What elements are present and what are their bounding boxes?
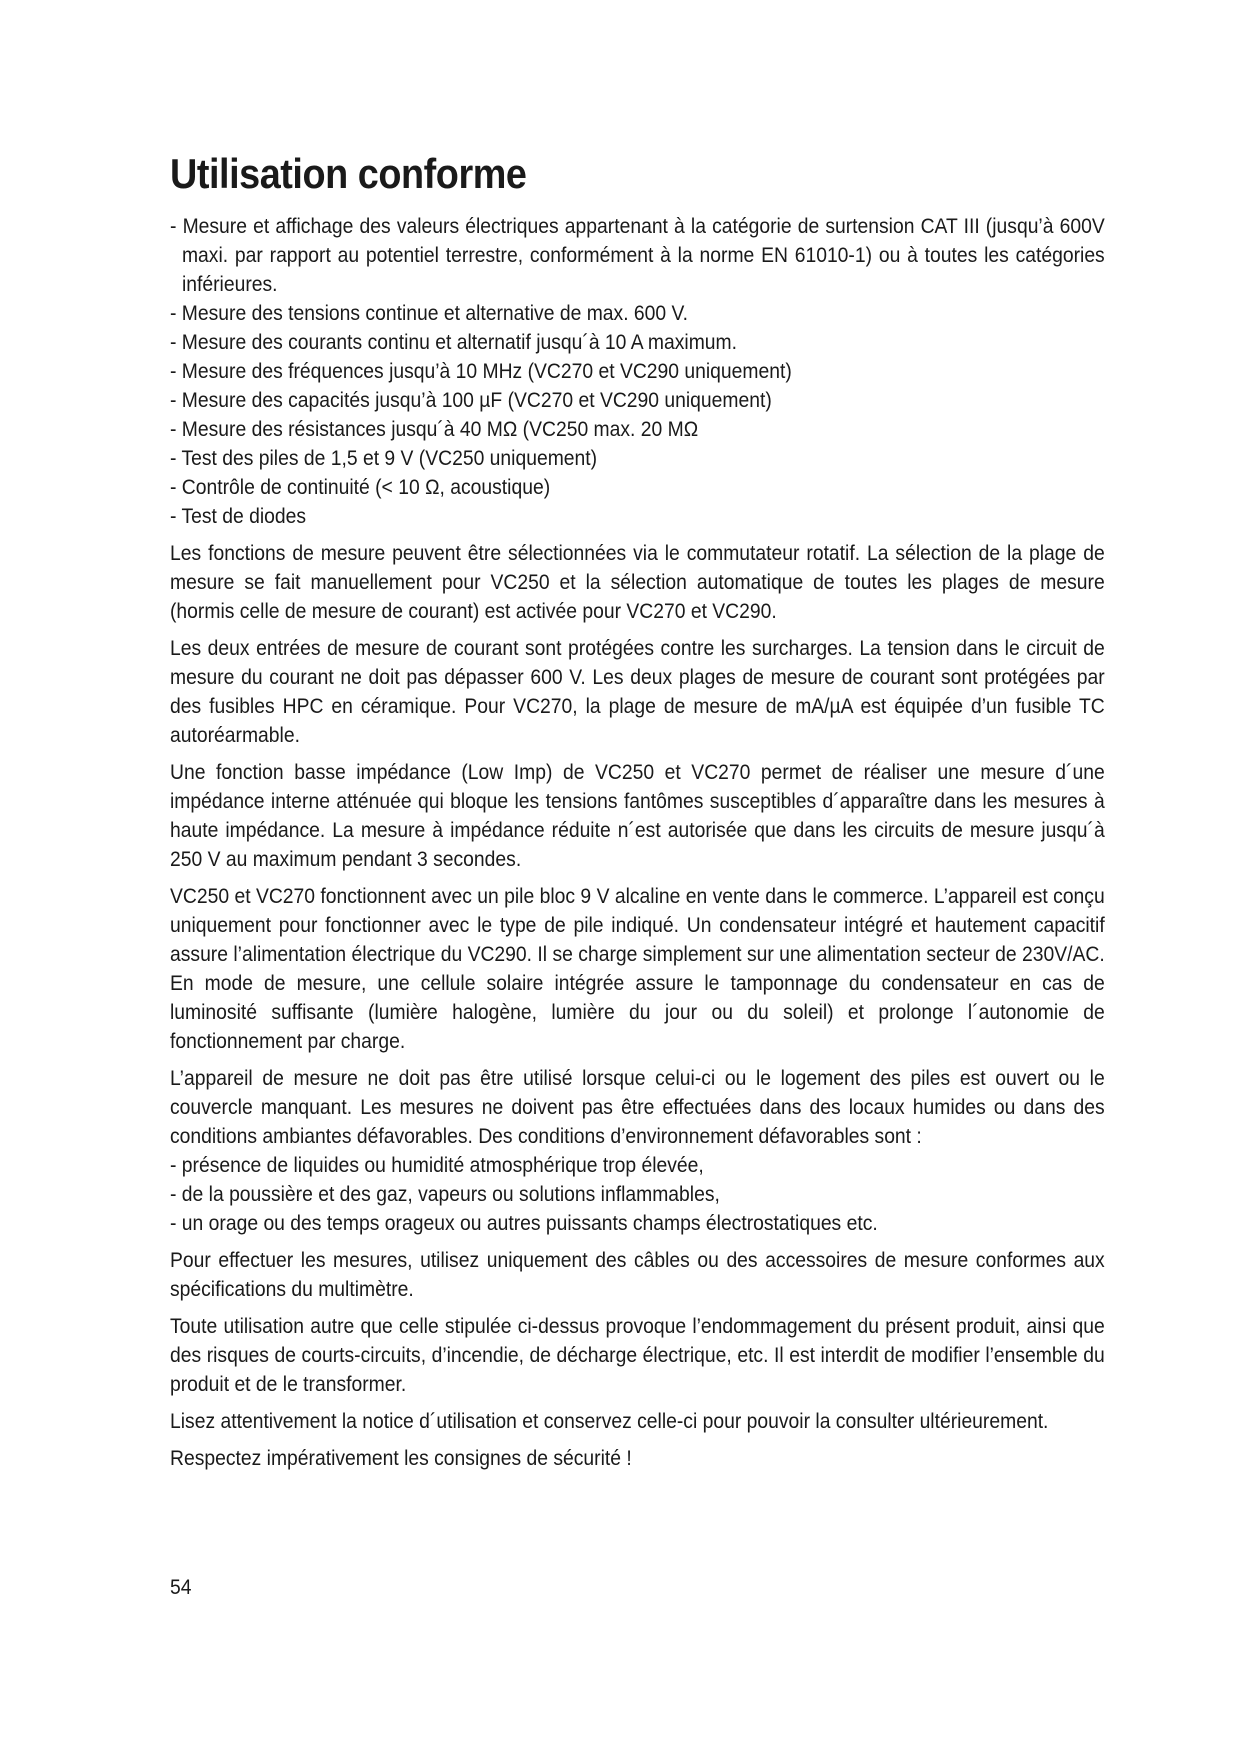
paragraph: Pour effectuer les mesures, utilisez uniquement des câbles ou des accessoires de mesure conformes aux spécifications du multimètre. [170, 1249, 1105, 1301]
paragraph: Lisez attentivement la notice d´utilisation et conservez celle-ci pour pouvoir la consulter ultérieurement. [170, 1410, 1049, 1433]
list-item: - Mesure des fréquences jusqu’à 10 MHz (VC270 et VC290 uniquement) [170, 360, 792, 383]
list-item: - Mesure des courants continu et alternatif jusqu´à 10 A maximum. [170, 331, 738, 354]
list-item: - Mesure des tensions continue et alternative de max. 600 V. [170, 302, 689, 325]
list-item: - Mesure des résistances jusqu´à 40 MΩ (VC250 max. 20 MΩ [170, 418, 699, 441]
list-item: - un orage ou des temps orageux ou autres puissants champs électrostatiques etc. [170, 1212, 878, 1235]
list-item: - Mesure et affichage des valeurs électriques appartenant à la catégorie de surtension CAT III (jusqu’à 600V maxi. par rapport au potentiel terrestre, conformément à la norme EN 61010-1) ou à toutes les catégories inférieures. [170, 215, 1105, 296]
intended-use-list [170, 212, 1105, 531]
list-item: - Contrôle de continuité (< 10 Ω, acoustique) [170, 476, 551, 499]
paragraph: L’appareil de mesure ne doit pas être utilisé lorsque celui-ci ou le logement des piles est ouvert ou le couvercle manquant. Les mesures ne doivent pas être effectuées dans des locaux humides ou dans des conditions ambiantes défavorables. Des conditions d’environnement défavorables sont : [170, 1067, 1105, 1148]
paragraph: Les deux entrées de mesure de courant sont protégées contre les surcharges. La tension dans le circuit de mesure du courant ne doit pas dépasser 600 V. Les deux plages de mesure de courant sont protégées par des fusibles HPC en céramique. Pour VC270, la plage de mesure de mA/µA est équipée d’un fusible TC autoréarmable. [170, 637, 1105, 747]
list-item: - Mesure des capacités jusqu’à 100 µF (VC270 et VC290 uniquement) [170, 389, 772, 412]
page-content [170, 150, 1105, 1473]
paragraph: Toute utilisation autre que celle stipulée ci-dessus provoque l’endommagement du présent produit, ainsi que des risques de courts-circuits, d’incendie, de décharge électrique, etc. Il est interdit de modifier l’ensemble du produit et de le transformer. [170, 1315, 1105, 1396]
page-title: Utilisation conforme [170, 150, 527, 197]
conditions-list [170, 1151, 1105, 1238]
list-item: - de la poussière et des gaz, vapeurs ou solutions inflammables, [170, 1183, 720, 1206]
page-number: 54 [170, 1576, 192, 1599]
list-item: - Test de diodes [170, 505, 307, 528]
paragraph: VC250 et VC270 fonctionnent avec un pile bloc 9 V alcaline en vente dans le commerce. L’appareil est conçu uniquement pour fonctionner avec le type de pile indiqué. Un condensateur intégré et hautement capacitif assure l’alimentation électrique du VC290. Il se charge simplement sur une alimentation secteur de 230V/AC. En mode de mesure, une cellule solaire intégrée assure le tamponnage du condensateur en cas de luminosité suffisante (lumière halogène, lumière du jour ou du soleil) et prolonge l´autonomie de fonctionnement par charge. [170, 885, 1105, 1053]
list-item: - présence de liquides ou humidité atmosphérique trop élevée, [170, 1154, 704, 1177]
list-item: - Test des piles de 1,5 et 9 V (VC250 uniquement) [170, 447, 598, 470]
body-text [170, 212, 1105, 1473]
paragraph: Une fonction basse impédance (Low Imp) de VC250 et VC270 permet de réaliser une mesure d´une impédance interne atténuée qui bloque les tensions fantômes susceptibles d´apparaître dans les mesures à haute impédance. La mesure à impédance réduite n´est autorisée que dans les circuits de mesure jusqu´à 250 V au maximum pendant 3 secondes. [170, 761, 1105, 871]
safety-reminder: Respectez impérativement les consignes de sécurité ! [170, 1447, 632, 1470]
paragraph: Les fonctions de mesure peuvent être sélectionnées via le commutateur rotatif. La sélection de la plage de mesure se fait manuellement pour VC250 et la sélection automatique de toutes les plages de mesure (hormis celle de mesure de courant) est activée pour VC270 et VC290. [170, 542, 1105, 623]
